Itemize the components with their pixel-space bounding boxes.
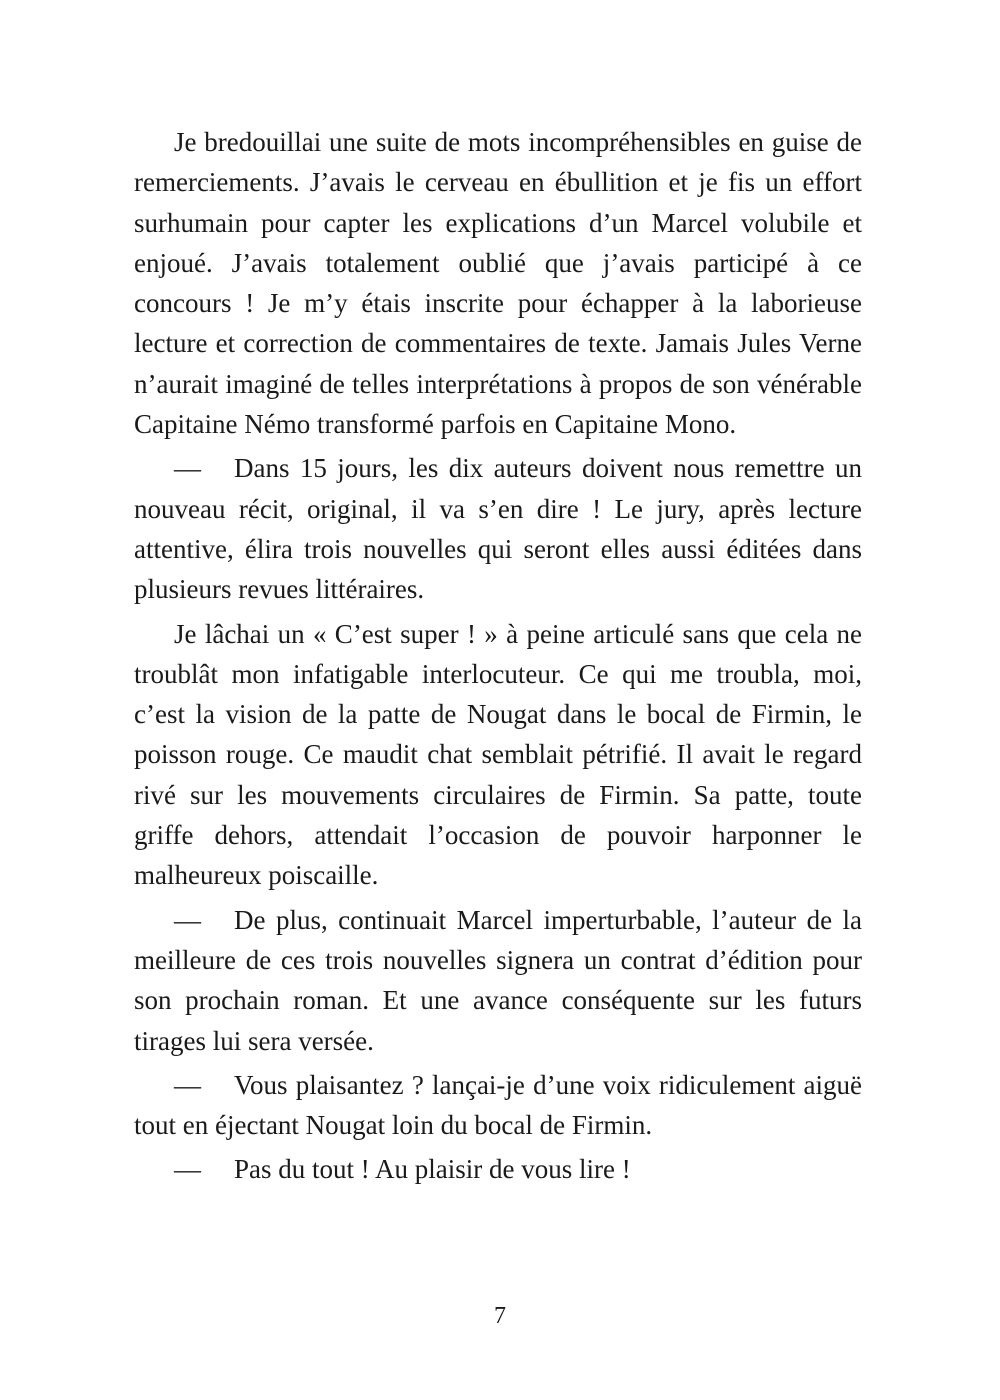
dialogue-dash: — xyxy=(174,904,201,935)
dialogue-text: Dans 15 jours, les dix auteurs doivent nous remettre un nouveau récit, original, il va s’en dire ! Le jury, après lecture attentive, élira trois nouvelles qui seront elles aussi éditées dans plusieurs revues littéraires. xyxy=(134,453,862,605)
paragraph-5 xyxy=(134,1065,862,1146)
paragraph-3: Je lâchai un « C’est super ! » à peine articulé sans que cela ne troublât mon infatigable interlocuteur. Ce qui me troubla, moi, c’est la vision de la patte de Nougat dans le bocal de Firmin, le poisson rouge. Ce maudit chat semblait pétrifié. Il avait le regard rivé sur les mouvements circulaires de Firmin. Sa patte, toute griffe dehors, attendait l’occasion de pouvoir harponner le malheureux poiscaille. xyxy=(134,618,862,891)
page-body xyxy=(134,122,862,1194)
paragraph-2 xyxy=(134,448,862,609)
paragraph-1: Je bredouillai une suite de mots incompréhensibles en guise de remerciements. J’avais le cerveau en ébullition et je fis un effort surhumain pour capter les explications d’un Marcel volubile et enjoué. J’avais totalement oublié que j’avais participé à ce concours ! Je m’y étais inscrite pour échapper à la laborieuse lecture et correction de commentaires de texte. Jamais Jules Verne n’aurait imaginé de telles interprétations à propos de son vénérable Capitaine Némo transformé parfois en Capitaine Mono. xyxy=(134,127,862,440)
dialogue-dash: — xyxy=(174,453,201,484)
dialogue-dash: — xyxy=(174,1154,201,1185)
dialogue-text: De plus, continuait Marcel imperturbable, l’auteur de la meilleure de ces trois nouvelles signera un contrat d’édition pour son prochain roman. Et une avance conséquente sur les futurs tirages lui sera versée. xyxy=(134,904,862,1056)
paragraph-6 xyxy=(134,1149,862,1189)
dialogue-dash: — xyxy=(174,1069,201,1100)
dialogue-text: Pas du tout ! Au plaisir de vous lire ! xyxy=(234,1154,631,1185)
paragraph-4 xyxy=(134,900,862,1061)
dialogue-text: Vous plaisantez ? lançai-je d’une voix ridiculement aiguë tout en éjectant Nougat loin du bocal de Firmin. xyxy=(134,1069,862,1141)
page-number: 7 xyxy=(494,1303,506,1329)
